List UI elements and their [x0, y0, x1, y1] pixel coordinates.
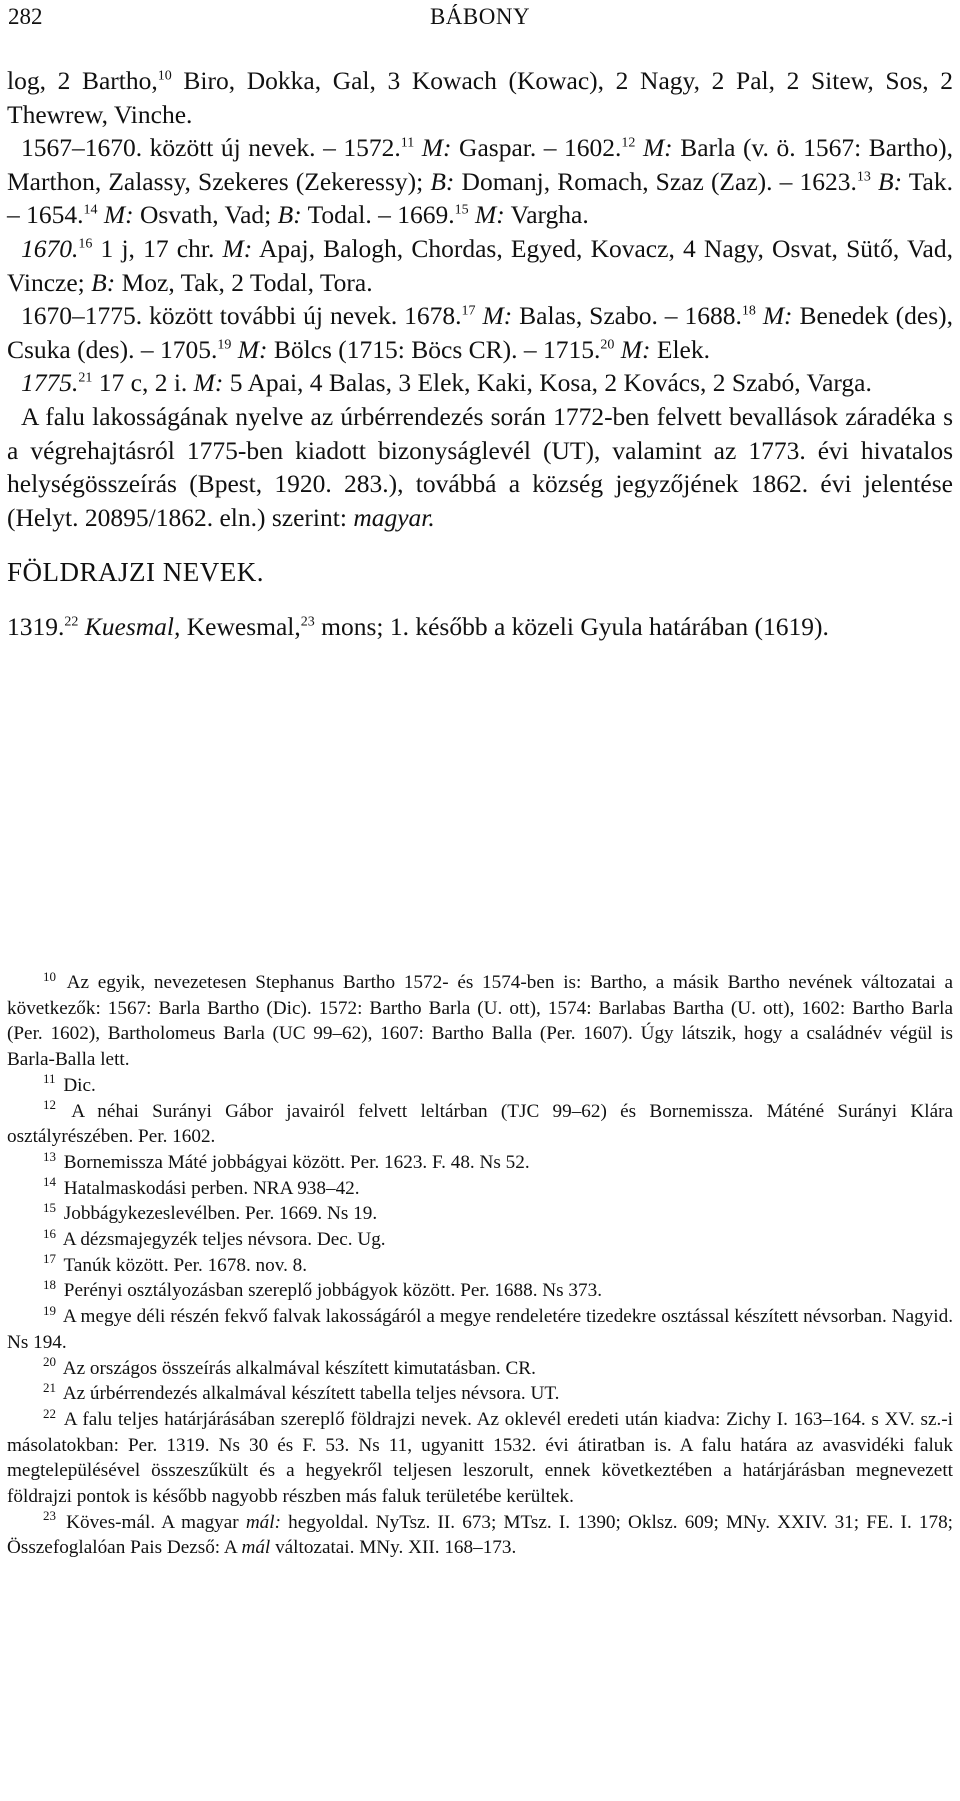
- footnote-20: [7, 1356, 953, 1382]
- text-run: Benedek (des), Csuka (des). – 1705.: [7, 301, 953, 364]
- footnote-15: [7, 1201, 953, 1227]
- text-run: log, 2 Bartho,: [7, 66, 158, 95]
- italic-run: M:: [482, 301, 513, 331]
- footnote-ref: 22: [43, 1405, 56, 1421]
- text-run: Todal. – 1669.: [301, 200, 455, 230]
- footnote-ref: 14: [43, 1174, 56, 1190]
- text-run: Az úrbérrendezés alkalmával készített tabella teljes névsora. UT.: [59, 1383, 560, 1405]
- main-text: [7, 64, 953, 644]
- footnote-ref: 10: [157, 68, 172, 84]
- footnote-13: [7, 1150, 953, 1176]
- footnote-ref: 19: [217, 337, 232, 353]
- paragraph-place-names-1319: [7, 610, 953, 644]
- footnote-23: [7, 1510, 953, 1561]
- text-run: Balas, Szabo. – 1688.: [512, 301, 742, 331]
- italic-run: M:: [421, 133, 452, 163]
- footnote-ref: 18: [741, 303, 756, 319]
- footnote-ref: 17: [461, 303, 476, 319]
- italic-run: B:: [430, 166, 455, 196]
- page-number: 282: [8, 4, 43, 29]
- paragraph-new-names-1670-1775: [7, 299, 953, 366]
- footnote-ref: 12: [43, 1097, 56, 1113]
- italic-run: Kuesmal,: [84, 611, 181, 641]
- text-run: Köves-mál. A magyar: [59, 1511, 246, 1533]
- text-run: Az országos összeírás alkalmával készített kimutatásban. CR.: [59, 1357, 536, 1379]
- italic-run: M:: [222, 233, 253, 263]
- text-run: Bölcs (1715: Böcs CR). – 1715.: [267, 334, 601, 364]
- italic-run: mál: [241, 1537, 271, 1559]
- italic-run: M:: [237, 334, 268, 364]
- footnote-11: [7, 1073, 953, 1099]
- italic-run: M:: [474, 200, 505, 230]
- text-run: A dézsmajegyzék teljes névsora. Dec. Ug.: [59, 1229, 386, 1251]
- section-heading: FÖLDRAJZI NEVEK.: [7, 557, 264, 588]
- footnote-ref: 20: [600, 337, 615, 353]
- footnote-ref: 17: [43, 1251, 56, 1267]
- footnote-ref: 16: [78, 236, 93, 252]
- paragraph-language: [7, 400, 953, 534]
- text-run: [756, 301, 763, 330]
- italic-run: B:: [91, 267, 116, 297]
- footnote-ref: 10: [43, 968, 56, 984]
- text-run: Barla (v. ö. 1567: Bartho), Marthon, Zalassy, Szekeres (Zekeressy);: [7, 133, 953, 196]
- paragraph-new-names-1567-1670: [7, 131, 953, 232]
- footnote-ref: 14: [83, 202, 98, 218]
- text-run: A megye déli részén fekvő falvak lakosságáról a megye rendeletére tizedekre osztással készített névsorban. Nagyid. Ns 194.: [7, 1306, 953, 1353]
- footnote-ref: 13: [856, 169, 871, 185]
- footnote-ref: 19: [43, 1302, 56, 1318]
- text-run: Tanúk között. Per. 1678. nov. 8.: [59, 1254, 308, 1276]
- footnote-ref: 12: [621, 135, 636, 151]
- text-run: 5 Apai, 4 Balas, 3 Elek, Kaki, Kosa, 2 Kovács, 2 Szabó, Varga.: [223, 368, 872, 398]
- footnote-17: [7, 1253, 953, 1279]
- running-title: BÁBONY: [429, 4, 531, 29]
- italic-run: M:: [620, 334, 651, 364]
- paragraph-surnames-continued: [7, 64, 953, 131]
- footnote-18: [7, 1278, 953, 1304]
- footnote-ref: 15: [454, 202, 469, 218]
- italic-run: M:: [193, 368, 224, 398]
- footnote-16: [7, 1227, 953, 1253]
- text-run: 17 c, 2 i.: [92, 368, 194, 398]
- text-run: [871, 167, 878, 196]
- text-run: Bornemissza Máté jobbágyai között. Per. 1623. F. 48. Ns 52.: [59, 1151, 530, 1173]
- footnote-ref: 22: [64, 614, 79, 630]
- italic-run: M:: [642, 133, 673, 163]
- footnote-ref: 11: [43, 1071, 56, 1087]
- text-run: Apaj, Balogh, Chordas, Egyed, Kovacz, 4 Nagy, Osvat, Sütő, Vad, Vincze;: [7, 233, 953, 297]
- italic-run: mál:: [245, 1511, 281, 1533]
- italic-run: 1670.: [21, 233, 79, 263]
- text-run: Moz, Tak, 2 Todal, Tora.: [115, 267, 373, 297]
- text-run: A néhai Surányi Gábor javairól felvett leltárban (TJC 99–62) és Bornemissza. Máténé Surányi Klára osztályrészében. Per. 1602.: [7, 1100, 953, 1148]
- footnote-ref: 11: [400, 135, 415, 151]
- text-run: Gaspar. – 1602.: [451, 133, 622, 163]
- text-run: mons; 1. később a közeli Gyula határában (1619).: [314, 611, 829, 641]
- text-run: hegyoldal. NyTsz. II. 673; MTsz. I. 1390; Oklsz. 609; MNy. XXIV. 31; FE. I. 178; Összefoglalóan Pais Dezső: A: [7, 1511, 953, 1559]
- footnote-ref: 15: [43, 1199, 56, 1215]
- footnote-ref: 21: [43, 1379, 56, 1395]
- text-run: Perényi osztályozásban szereplő jobbágyok között. Per. 1688. Ns 373.: [59, 1280, 603, 1302]
- text-run: A falu teljes határjárásában szereplő földrajzi nevek. Az oklevél eredeti után kiadva: Zichy I. 163–164. s XV. sz.-i másolatokban: Per. 1319. Ns 30 és F. 53. Ns 11, ugyanitt 1532. évi átiratban is. A falu határa az avasvidéki faluk megtelepülésével összeszűkült és a hegyekről teljesen leszorult, ennek következtében a határjárásban megnevezett földrajzi pontok is később nagyobb részben más faluk területébe kerültek.: [7, 1408, 953, 1508]
- footnote-ref: 23: [43, 1508, 56, 1524]
- footnote-22: [7, 1407, 953, 1510]
- italic-run: B:: [878, 166, 903, 196]
- text-run: 1567–1670. között új nevek. – 1572.: [21, 133, 401, 163]
- footnote-19: [7, 1304, 953, 1355]
- footnote-ref: 13: [43, 1148, 56, 1164]
- text-run: változatai. MNy. XII. 168–173.: [270, 1537, 517, 1559]
- text-run: Dic.: [58, 1074, 96, 1096]
- text-run: Kewesmal,: [180, 611, 301, 641]
- text-run: Biro, Dokka, Gal, 3 Kowach (Kowac), 2 Nagy, 2 Pal, 2 Sitew, Sos, 2 Thewrew, Vinche.: [7, 66, 953, 129]
- text-run: Vargha.: [504, 200, 589, 230]
- text-run: A falu lakosságának nyelve az úrbérrendezés során 1772-ben felvett bevallások záradéka s a végrehajtásról 1775-ben kiadott bizonyságlevél (UT), valamint az 1773. évi hivatalos helységösszeírás (Bpest, 1920. 283.), továbbá a község jegyzőjének 1862. évi jelentése (Helyt. 20895/1862. eln.) szerint:: [7, 401, 953, 532]
- italic-run: magyar.: [353, 502, 435, 532]
- footnote-ref: 18: [43, 1277, 56, 1293]
- text-run: Hatalmaskodási perben. NRA 938–42.: [59, 1177, 360, 1199]
- footnote-12: [7, 1099, 953, 1150]
- paragraph-1775-census: [7, 366, 953, 400]
- paragraph-1670-census: [7, 232, 953, 299]
- footnote-21: [7, 1381, 953, 1407]
- text-run: Tak. – 1654.: [7, 166, 953, 230]
- text-run: 1 j, 17 chr.: [92, 233, 223, 263]
- footnotes: [7, 970, 953, 1561]
- footnote-ref: 20: [43, 1354, 56, 1370]
- footnote-ref: 23: [300, 614, 315, 630]
- italic-run: M:: [103, 200, 134, 230]
- text-run: Jobbágykezeslevélben. Per. 1669. Ns 19.: [59, 1203, 378, 1225]
- text-run: Elek.: [650, 334, 710, 364]
- text-run: [635, 133, 643, 162]
- text-run: 1319.: [7, 611, 65, 641]
- footnote-ref: 21: [78, 370, 93, 386]
- italic-run: 1775.: [21, 368, 79, 398]
- text-run: Az egyik, nevezetesen Stephanus Bartho 1572- és 1574-ben is: Bartho, a másik Bartho nevének változatai a következők: 1567: Barla Bartho (Dic). 1572: Bartho Barla (U. ott), 1574: Barlabas Bartha (U. ott), 1602: Bartho Barla (Per. 1602), Bartholomeus Barla (UC 99–62), 1607: Bartho Balla (Per. 1607). Úgy látszik, hogy a családnév végül is Barla-Balla lett.: [7, 972, 953, 1071]
- footnote-10: [7, 970, 953, 1073]
- text-run: Domanj, Romach, Szaz (Zaz). – 1623.: [454, 166, 857, 196]
- text-run: [414, 133, 422, 162]
- footnote-14: [7, 1176, 953, 1202]
- italic-run: M:: [762, 301, 793, 331]
- footnote-ref: 16: [43, 1225, 56, 1241]
- running-header: [8, 4, 952, 36]
- text-run: Osvath, Vad;: [133, 200, 278, 230]
- text-run: [476, 301, 483, 330]
- text-run: 1670–1775. között további új nevek. 1678.: [21, 301, 462, 331]
- italic-run: B:: [277, 200, 302, 230]
